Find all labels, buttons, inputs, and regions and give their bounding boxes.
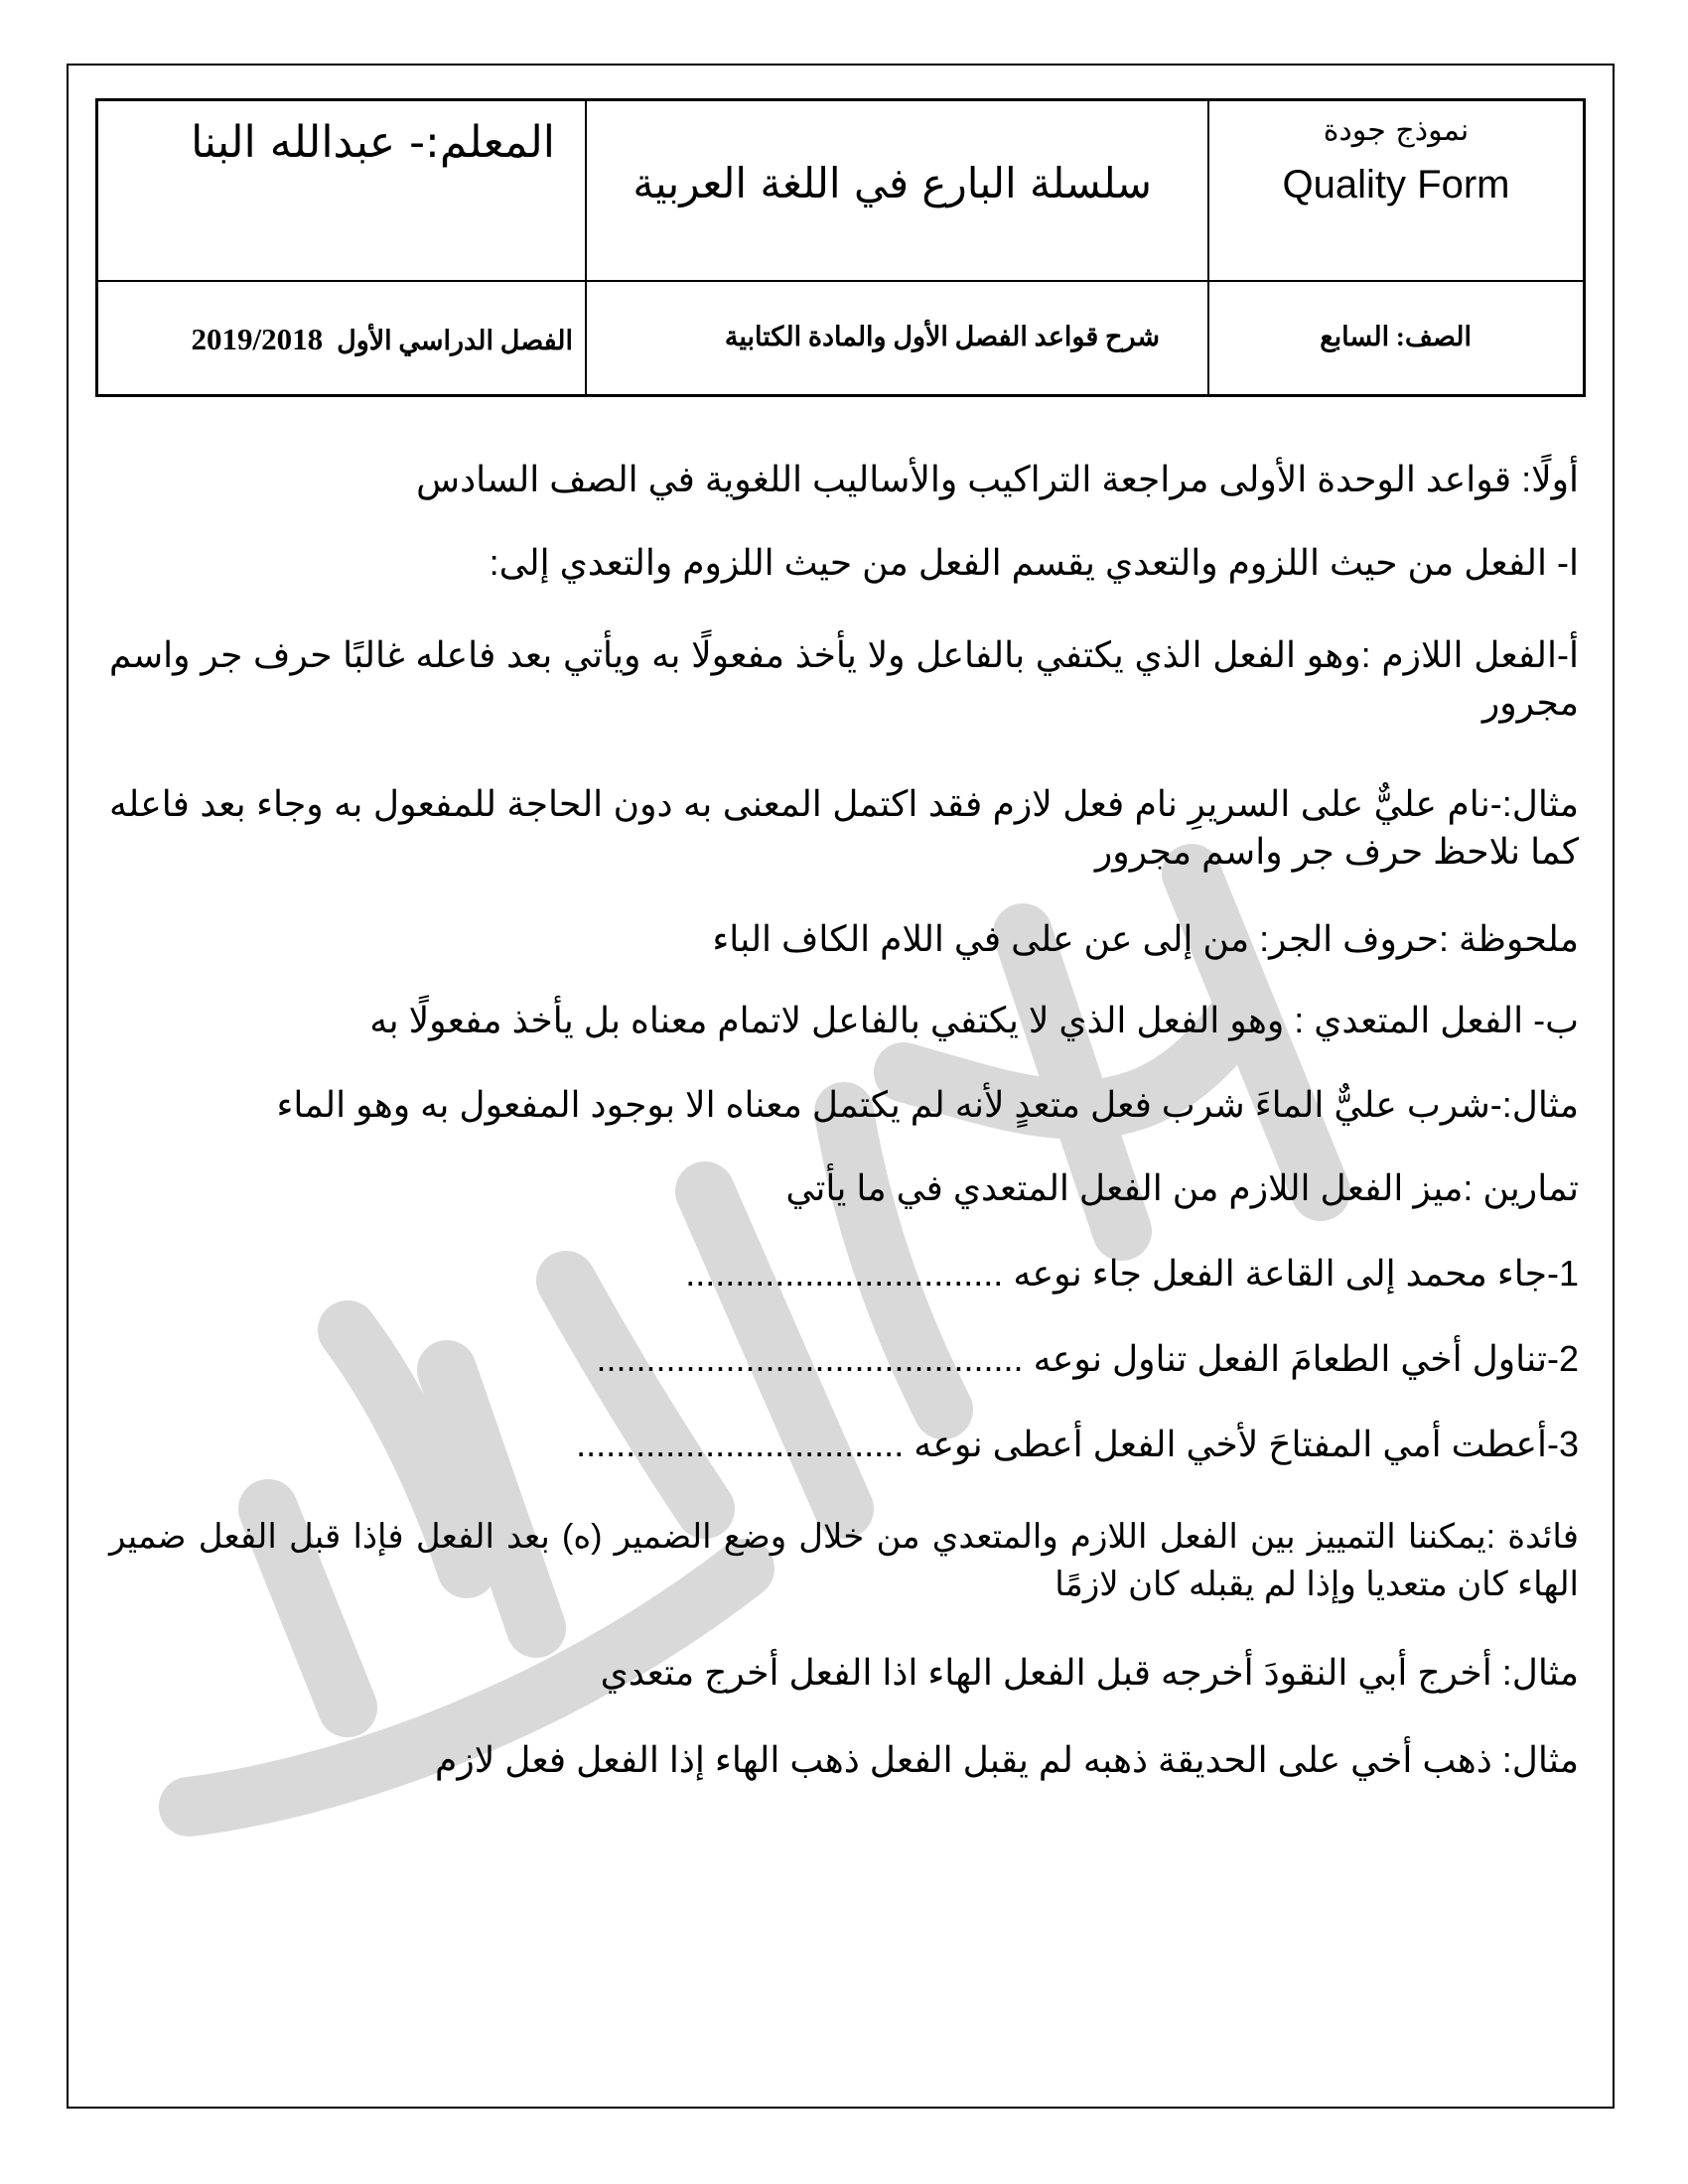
tip-paragraph: فائدة :يمكننا التمييز بين الفعل اللازم والمتعدي من خلال وضع الضمير (ه) بعد الفعل فإذا قبل الفعل ضمير الهاء كان متعديا وإذا لم يقبله كان لازمًا xyxy=(109,1518,1579,1603)
exercise-item-2 xyxy=(596,1338,1579,1380)
intransitive-example: مثال:-نام عليٌّ على السريرِ نام فعل لازم فقد اكتمل المعنى به دون الحاجة للمفعول به وجاء بعد فاعله كما نلاحظ حرف جر واسم مجرور xyxy=(109,783,1579,872)
series-title: سلسلة البارع في اللغة العربية xyxy=(633,159,1152,207)
form-cell xyxy=(1207,101,1583,280)
teacher-cell xyxy=(98,101,585,280)
exercise-item-3 xyxy=(576,1424,1579,1465)
form-label-ar: نموذج جودة xyxy=(1323,113,1470,148)
teacher-name: المعلم:- عبدالله البنا xyxy=(191,117,555,168)
grade-label: الصف: السابع xyxy=(1320,322,1472,351)
transitive-example: مثال:-شرب عليٌّ الماءَ شرب فعل متعدٍ لأنه لم يكتمل معناه الا بوجود المفعول به وهو الماء xyxy=(276,1084,1579,1125)
semester-text: الفصل الدراسي الأول xyxy=(337,326,573,355)
school-year: 2019/2018 xyxy=(191,322,324,356)
exercise-text: 1-جاء محمد إلى القاعة الفعل جاء نوعه xyxy=(1013,1253,1579,1294)
form-label-en: Quality Form xyxy=(1282,163,1510,206)
exercise-text: 2-تناول أخي الطعامَ الفعل تناول نوعه xyxy=(1033,1338,1579,1379)
exercises-title: تمارين :ميز الفعل اللازم من الفعل المتعدي في ما يأتي xyxy=(785,1167,1579,1208)
answer-blank: ................................. xyxy=(576,1424,905,1464)
prepositions-note: ملحوظة :حروف الجر: من إلى عن على في اللام الكاف الباء xyxy=(712,918,1579,959)
answer-blank: ................................ xyxy=(685,1253,1004,1294)
semester-label xyxy=(192,322,574,357)
subject-cell xyxy=(585,280,1207,394)
exercise-item-1 xyxy=(685,1253,1579,1295)
series-cell xyxy=(585,101,1207,280)
answer-blank: ........................................... xyxy=(596,1338,1024,1379)
subject-label: شرح قواعد الفصل الأول والمادة الكتابية xyxy=(724,322,1160,351)
exercise-text: 3-أعطت أمي المفتاحَ لأخي الفعل أعطى نوعه xyxy=(914,1424,1579,1464)
grade-cell xyxy=(1207,280,1583,394)
intro-line: ا- الفعل من حيث اللزوم والتعدي يقسم الفعل من حيث اللزوم والتعدي إلى: xyxy=(489,542,1579,583)
intransitive-definition: أ-الفعل اللازم :وهو الفعل الذي يكتفي بالفاعل ولا يأخذ مفعولًا به ويأتي بعد فاعله غالبًا حرف جر واسم مجرور xyxy=(109,634,1579,723)
transitive-test-example: مثال: أخرج أبي النقودَ أخرجه قبل الفعل الهاء اذا الفعل أخرج متعدي xyxy=(600,1652,1579,1693)
header-table xyxy=(95,98,1586,397)
transitive-definition: ب- الفعل المتعدي : وهو الفعل الذي لا يكتفي بالفاعل لاتمام معناه بل يأخذ مفعولًا به xyxy=(369,1000,1579,1040)
semester-cell xyxy=(98,280,585,394)
section-heading: أولًا: قواعد الوحدة الأولى مراجعة التراكيب والأساليب اللغوية في الصف السادس xyxy=(416,459,1579,499)
intransitive-test-example: مثال: ذهب أخي على الحديقة ذهبه لم يقبل الفعل ذهب الهاء إذا الفعل فعل لازم xyxy=(435,1739,1579,1780)
